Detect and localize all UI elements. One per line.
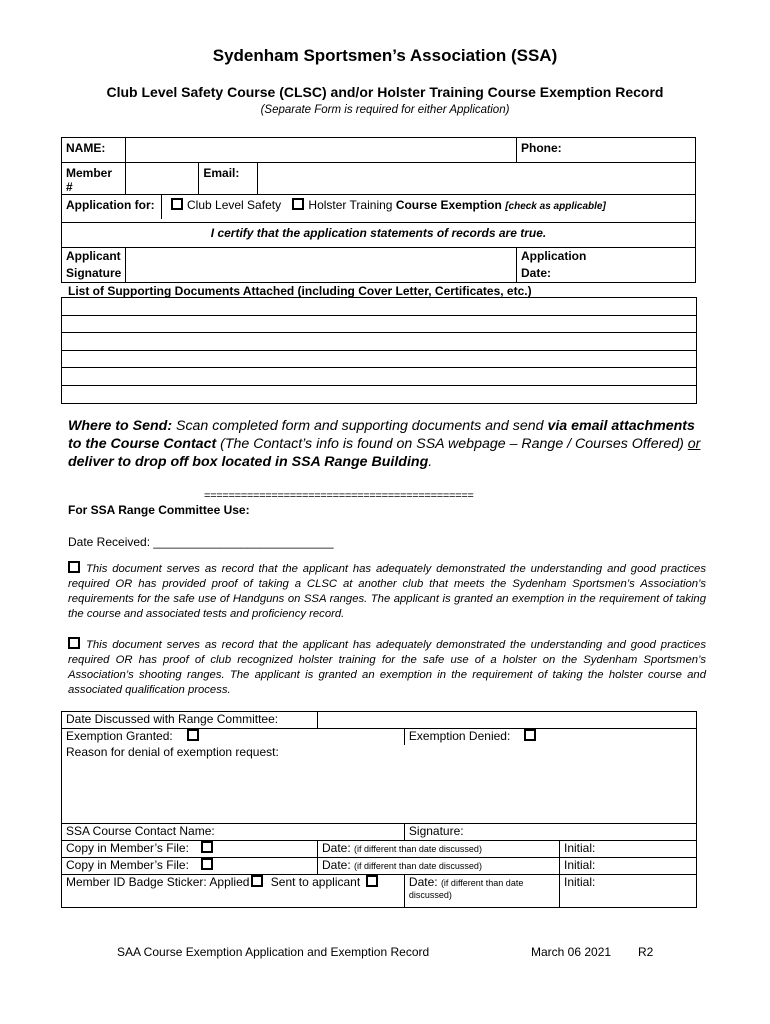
- initial-label: Initial:: [564, 841, 596, 855]
- granted-checkbox[interactable]: [187, 729, 199, 741]
- member-number-field[interactable]: [126, 163, 199, 195]
- member-label: Member #: [62, 163, 126, 195]
- badge-cell: [62, 875, 405, 908]
- date-label-line1: Application: [521, 249, 587, 263]
- copy-file-cell-1: [62, 841, 318, 858]
- date-discussed-field[interactable]: [318, 712, 697, 729]
- application-for-row: [62, 195, 696, 223]
- date-received: Date Received: ___________________________: [68, 535, 334, 549]
- document-line[interactable]: [61, 315, 697, 333]
- signature-label-line1: Applicant: [66, 249, 121, 263]
- clsc-checkbox[interactable]: [171, 198, 183, 210]
- initial-field-1[interactable]: [560, 841, 697, 858]
- denied-checkbox[interactable]: [524, 729, 536, 741]
- separator: ============================================: [204, 490, 474, 502]
- badge-date-field[interactable]: [404, 875, 559, 908]
- application-table: [61, 137, 696, 283]
- where-to-send: [68, 417, 708, 471]
- date-note-2a: (if different than date: [440, 878, 524, 888]
- clsc-record-text: This document serves as record that the applicant has adequately demonstrated the understanding and good practices required OR has provided proof of taking a CLSC at another club that meets the Sydenham Sportsmen’s Association’s requirements for the safe use of Handguns on SSA ranges. The applicant is granted an exemption in the requirement of taking the course and associated tests and proficiency record.: [68, 563, 706, 620]
- email-field[interactable]: [258, 163, 696, 195]
- denied-cell: [404, 729, 696, 746]
- where-text1: Scan completed form and supporting documents and send: [172, 418, 548, 434]
- document-line[interactable]: [61, 297, 697, 315]
- holster-record-text: This document serves as record that the applicant has adequately demonstrated the understanding and good practices required OR has proof of club recognized holster training for the safe use of a holster on the Sydenham Sportsmen’s Association’s shooting ranges. The applicant is granted an exemption in the requirement of taking the holster course and associated qualification process.: [68, 639, 706, 696]
- date-note-2b: discussed): [408, 890, 452, 900]
- phone-label: Phone:: [521, 141, 562, 155]
- sent-checkbox[interactable]: [366, 875, 378, 887]
- where-or: or: [687, 436, 701, 452]
- check-note: [check as applicable]: [505, 201, 606, 212]
- denied-label: Exemption Denied:: [408, 729, 511, 743]
- document-line[interactable]: [61, 350, 697, 368]
- signature-label-line2: Signature: [66, 266, 122, 280]
- copy-file-label: Copy in Member’s File:: [66, 841, 189, 855]
- contact-signature-label: Signature:: [408, 824, 464, 838]
- phone-field[interactable]: [517, 138, 696, 163]
- application-for-label: Application for:: [66, 195, 162, 219]
- date-label: Date:: [408, 875, 438, 889]
- where-email: via email attachments to the Course Contact: [68, 418, 695, 452]
- date-discussed-label: Date Discussed with Range Committee:: [62, 712, 318, 729]
- sent-label: Sent to applicant: [270, 875, 361, 889]
- denial-reason-label: Reason for denial of exemption request:: [66, 745, 279, 759]
- where-text2: (The Contact’s info is found on SSA webpage – Range / Courses Offered): [216, 436, 688, 452]
- application-date-field[interactable]: [517, 248, 696, 283]
- copy-file-date-2[interactable]: [318, 858, 560, 875]
- copy-file-cell-2: [62, 858, 318, 875]
- signature-field[interactable]: [126, 248, 517, 283]
- email-label: Email:: [199, 163, 258, 195]
- denial-reason-field[interactable]: [62, 745, 697, 824]
- clsc-record-checkbox[interactable]: [68, 561, 80, 573]
- certify-statement: I certify that the application statements of records are true.: [62, 223, 696, 248]
- copy-file-checkbox-2[interactable]: [201, 858, 213, 870]
- date-note: (if different than date discussed): [354, 861, 482, 871]
- copy-file-checkbox-1[interactable]: [201, 841, 213, 853]
- where-end: .: [428, 454, 433, 470]
- copy-file-label: Copy in Member’s File:: [66, 858, 189, 872]
- document-line[interactable]: [61, 332, 697, 350]
- documents-list: [61, 297, 697, 404]
- footer-date: March 06 2021: [531, 945, 612, 959]
- page-title: Sydenham Sportsmen’s Association (SSA): [212, 46, 558, 65]
- form-subtitle: Club Level Safety Course (CLSC) and/or Holster Training Course Exemption Record: [106, 84, 664, 100]
- date-label: Date:: [322, 841, 351, 855]
- initial-field-2[interactable]: [560, 858, 697, 875]
- holster-label: Holster Training: [308, 198, 393, 212]
- badge-label: Member ID Badge Sticker: Applied: [66, 875, 250, 889]
- contact-name-label: SSA Course Contact Name:: [66, 824, 215, 838]
- date-label: Date:: [322, 858, 351, 872]
- name-label: NAME:: [62, 138, 126, 163]
- initial-label: Initial:: [564, 875, 596, 889]
- course-exemption-label: Course Exemption: [395, 198, 502, 212]
- where-dropoff: deliver to drop off box located in SSA Range Building: [68, 454, 429, 470]
- committee-record-table: [61, 711, 697, 908]
- clsc-label: Club Level Safety: [187, 198, 282, 212]
- badge-applied-checkbox[interactable]: [251, 875, 263, 887]
- holster-record-checkbox[interactable]: [68, 637, 80, 649]
- date-note: (if different than date discussed): [354, 844, 482, 854]
- granted-label: Exemption Granted:: [66, 729, 173, 743]
- initial-label: Initial:: [564, 858, 596, 872]
- documents-heading: List of Supporting Documents Attached (including Cover Letter, Certificates, etc.): [68, 284, 532, 298]
- holster-checkbox[interactable]: [292, 198, 304, 210]
- initial-field-3[interactable]: [560, 875, 697, 908]
- footer-doc-name: SAA Course Exemption Application and Exemption Record: [117, 945, 430, 959]
- form-note: (Separate Form is required for either Application): [260, 104, 510, 116]
- contact-name-field[interactable]: [62, 824, 405, 841]
- where-lead: Where to Send:: [68, 418, 173, 434]
- contact-signature-field[interactable]: [404, 824, 696, 841]
- clsc-record-paragraph: [68, 561, 706, 622]
- copy-file-date-1[interactable]: [318, 841, 560, 858]
- date-label-line2: Date:: [521, 266, 552, 280]
- document-line[interactable]: [61, 385, 697, 404]
- holster-record-paragraph: [68, 637, 706, 698]
- signature-label: [62, 248, 126, 283]
- granted-cell: [62, 729, 405, 746]
- committee-heading: For SSA Range Committee Use:: [68, 503, 250, 517]
- footer-revision: R2: [638, 945, 654, 959]
- document-line[interactable]: [61, 367, 697, 385]
- name-field[interactable]: [126, 138, 517, 163]
